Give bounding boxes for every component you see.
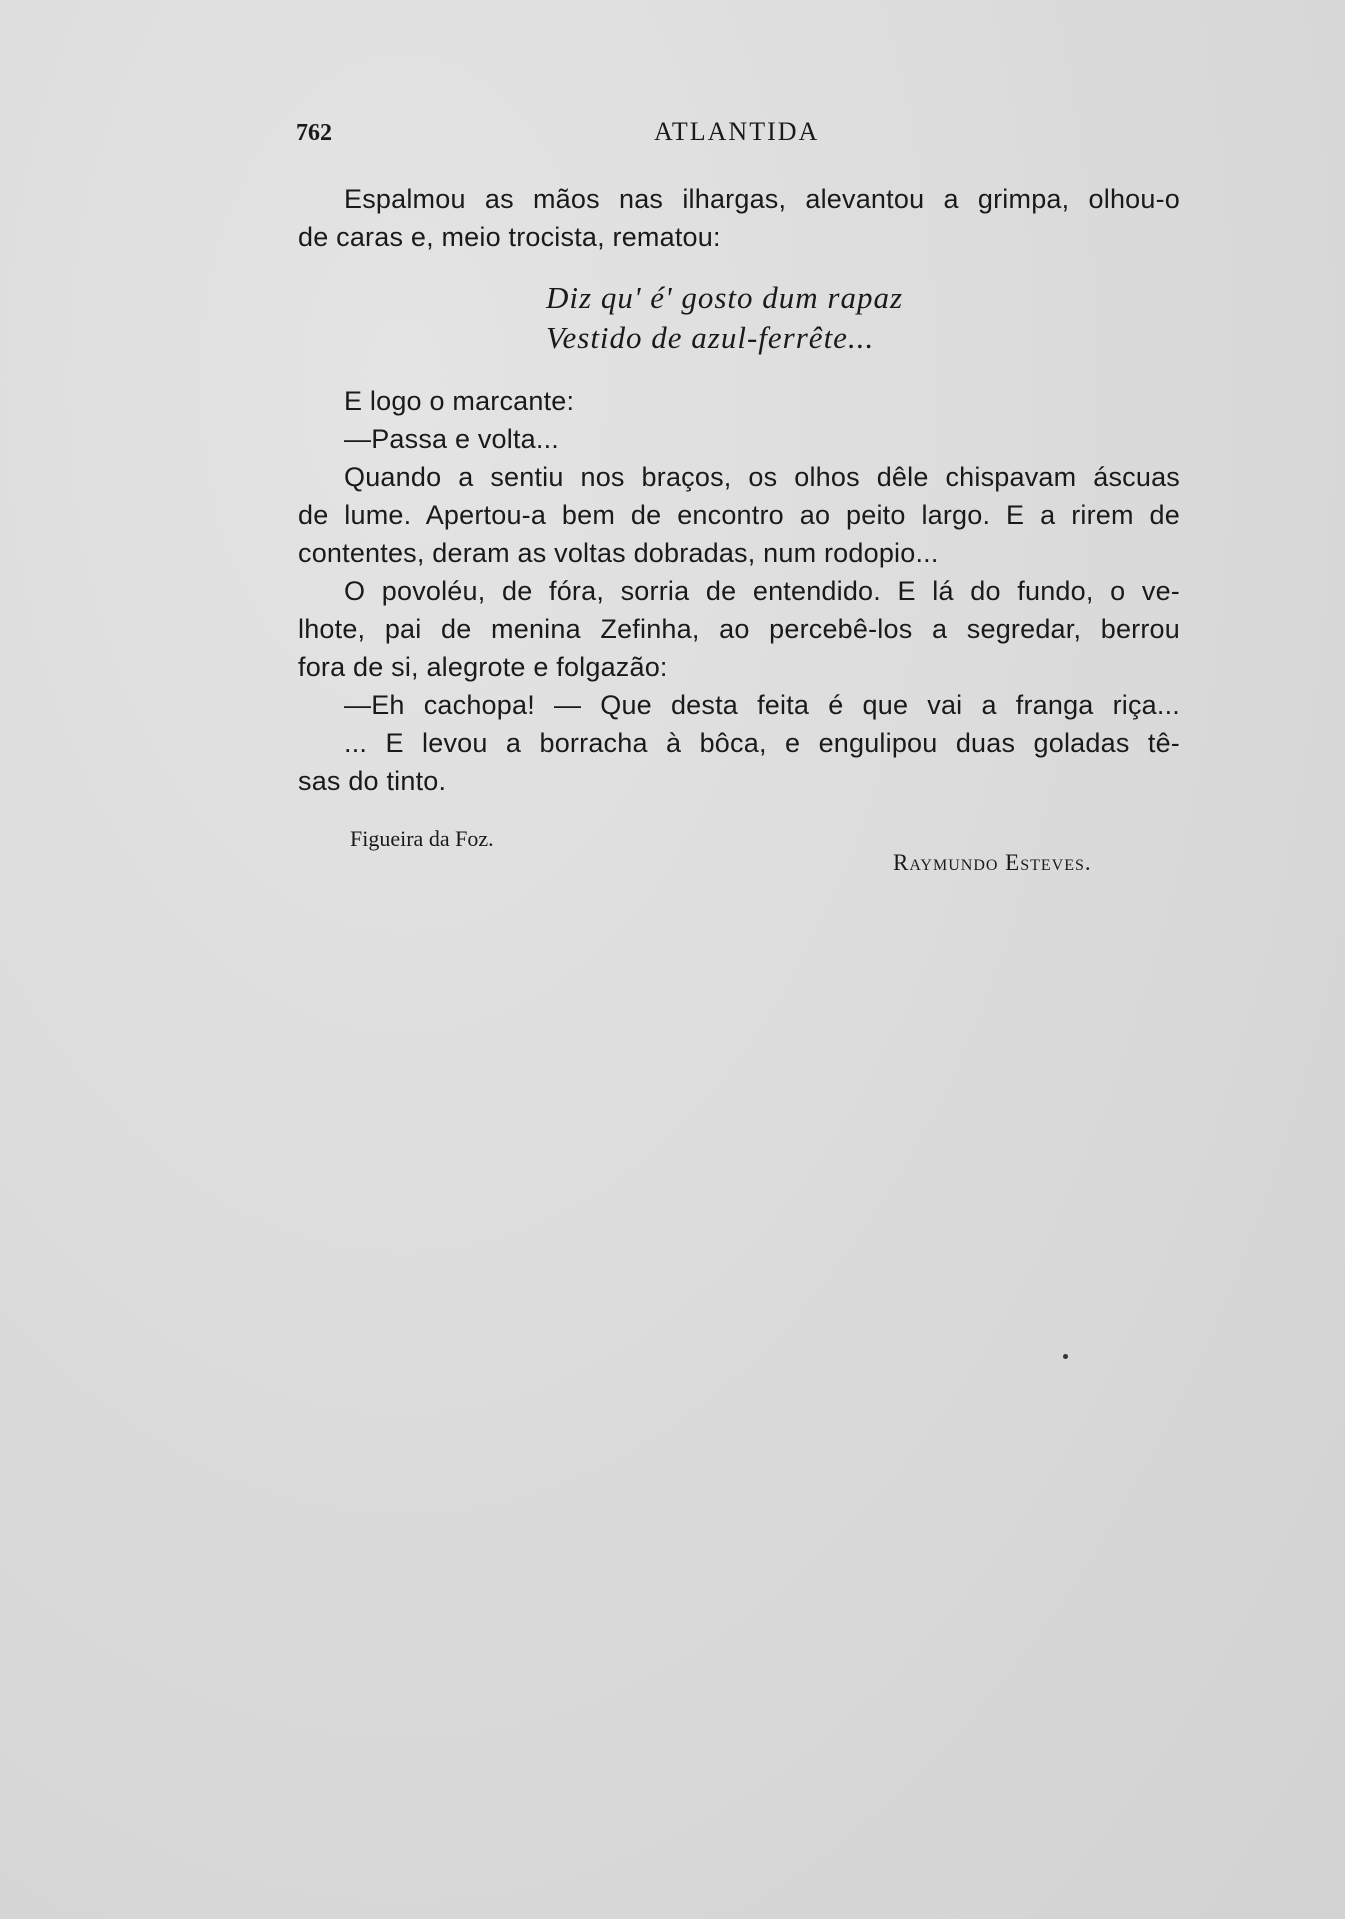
place-dateline: Figueira da Foz. [350, 826, 494, 851]
paragraph-line: Quando a sentiu nos braços, os olhos dêle chispavam áscuas [344, 462, 1180, 492]
paragraph-line: de lume. Apertou-a bem de encontro ao peito largo. E a rirem de [298, 500, 1180, 530]
paragraph-line: —Passa e volta... [344, 424, 559, 454]
verse-line: Diz qu' é' gosto dum rapaz [546, 280, 904, 315]
paper-speck [1063, 1354, 1068, 1359]
paragraph-line: O povoléu, de fóra, sorria de entendido. E lá do fundo, o ve- [344, 576, 1180, 606]
page-header [296, 112, 1216, 152]
paragraph-line: sas do tinto. [298, 766, 447, 796]
paragraph-line: contentes, deram as voltas dobradas, num rodopio... [298, 538, 939, 568]
paragraph-line: —Eh cachopa! — Que desta feita é que vai a franga riça... [344, 690, 1180, 720]
paragraph-line: ... E levou a borracha à bôca, e engulipou duas goladas tê- [344, 728, 1180, 758]
body-text [298, 180, 1180, 800]
author-signature: Raymundo Esteves. [893, 850, 1092, 875]
page-number: 762 [296, 120, 332, 146]
verse-quote [298, 278, 1180, 358]
paragraph-line: lhote, pai de menina Zefinha, ao percebê-los a segredar, berrou [298, 614, 1180, 644]
running-title: ATLANTIDA [654, 117, 820, 146]
paragraph-line: E logo o marcante: [344, 386, 575, 416]
paragraph-line: Espalmou as mãos nas ilhargas, alevantou a grimpa, olhou-o [344, 184, 1180, 214]
verse-line: Vestido de azul-ferrête... [546, 320, 875, 355]
paragraph-line: fora de si, alegrote e folgazão: [298, 652, 668, 682]
paragraph-line: de caras e, meio trocista, rematou: [298, 222, 721, 252]
